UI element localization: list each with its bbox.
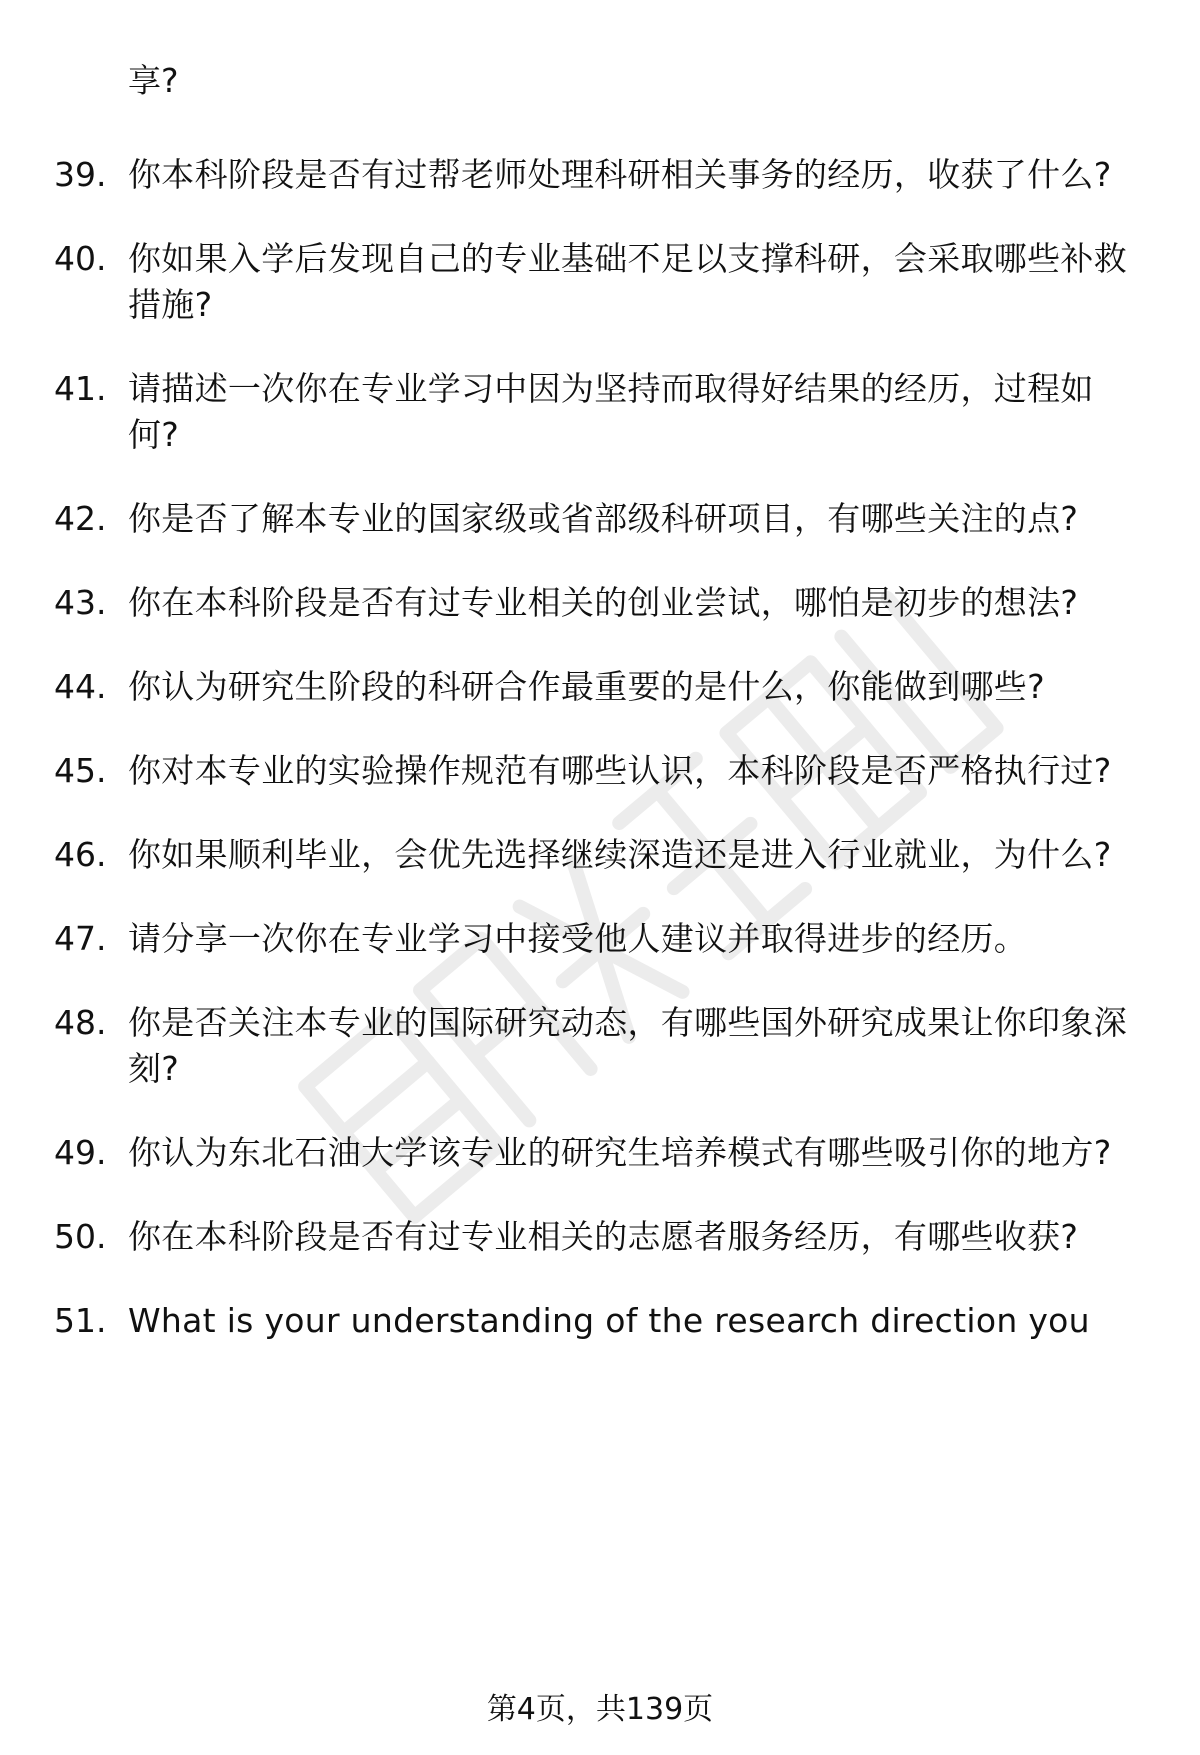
list-item xyxy=(0,916,1200,962)
question-text: 你是否关注本专业的国际研究动态，有哪些国外研究成果让你印象深刻? xyxy=(128,1003,1127,1088)
question-number: 47. xyxy=(54,919,107,958)
question-text: 你本科阶段是否有过帮老师处理科研相关事务的经历，收获了什么? xyxy=(128,155,1112,194)
list-item xyxy=(0,152,1200,198)
list-item xyxy=(0,1130,1200,1176)
list-item xyxy=(0,496,1200,542)
question-number: 43. xyxy=(54,583,107,622)
question-text: 你在本科阶段是否有过专业相关的创业尝试，哪怕是初步的想法? xyxy=(128,583,1079,622)
question-number: 44. xyxy=(54,667,107,706)
list-item xyxy=(0,366,1200,458)
question-number: 51. xyxy=(54,1301,107,1340)
question-number: 41. xyxy=(54,369,107,408)
question-text: 你如果顺利毕业，会优先选择继续深造还是进入行业就业，为什么? xyxy=(128,835,1112,874)
list-item xyxy=(0,1000,1200,1092)
question-list xyxy=(0,152,1200,1382)
list-item xyxy=(0,1298,1200,1344)
list-item xyxy=(0,748,1200,794)
question-number: 42. xyxy=(54,499,107,538)
list-item xyxy=(0,1214,1200,1260)
question-text: What is your understanding of the research direction you xyxy=(128,1301,1090,1340)
list-item xyxy=(0,832,1200,878)
question-text: 你认为东北石油大学该专业的研究生培养模式有哪些吸引你的地方? xyxy=(128,1133,1112,1172)
question-number: 50. xyxy=(54,1217,107,1256)
question-number: 46. xyxy=(54,835,107,874)
list-item xyxy=(0,664,1200,710)
list-item xyxy=(0,580,1200,626)
question-text: 你是否了解本专业的国家级或省部级科研项目，有哪些关注的点? xyxy=(128,499,1079,538)
list-item xyxy=(0,236,1200,328)
question-text: 请分享一次你在专业学习中接受他人建议并取得进步的经历。 xyxy=(128,919,1028,958)
question-number: 40. xyxy=(54,239,107,278)
question-text: 你如果入学后发现自己的专业基础不足以支撑科研，会采取哪些补救措施? xyxy=(128,239,1127,324)
question-number: 39. xyxy=(54,155,107,194)
question-number: 48. xyxy=(54,1003,107,1042)
question-text: 你认为研究生阶段的科研合作最重要的是什么，你能做到哪些? xyxy=(128,667,1045,706)
continued-question-text: 享? xyxy=(128,61,179,100)
question-text: 你在本科阶段是否有过专业相关的志愿者服务经历，有哪些收获? xyxy=(128,1217,1079,1256)
page-number-footer: 第4页，共139页 xyxy=(486,1692,714,1727)
question-text: 请描述一次你在专业学习中因为坚持而取得好结果的经历，过程如何? xyxy=(128,369,1094,454)
question-number: 45. xyxy=(54,751,107,790)
question-text: 你对本专业的实验操作规范有哪些认识，本科阶段是否严格执行过? xyxy=(128,751,1112,790)
question-number: 49. xyxy=(54,1133,107,1172)
